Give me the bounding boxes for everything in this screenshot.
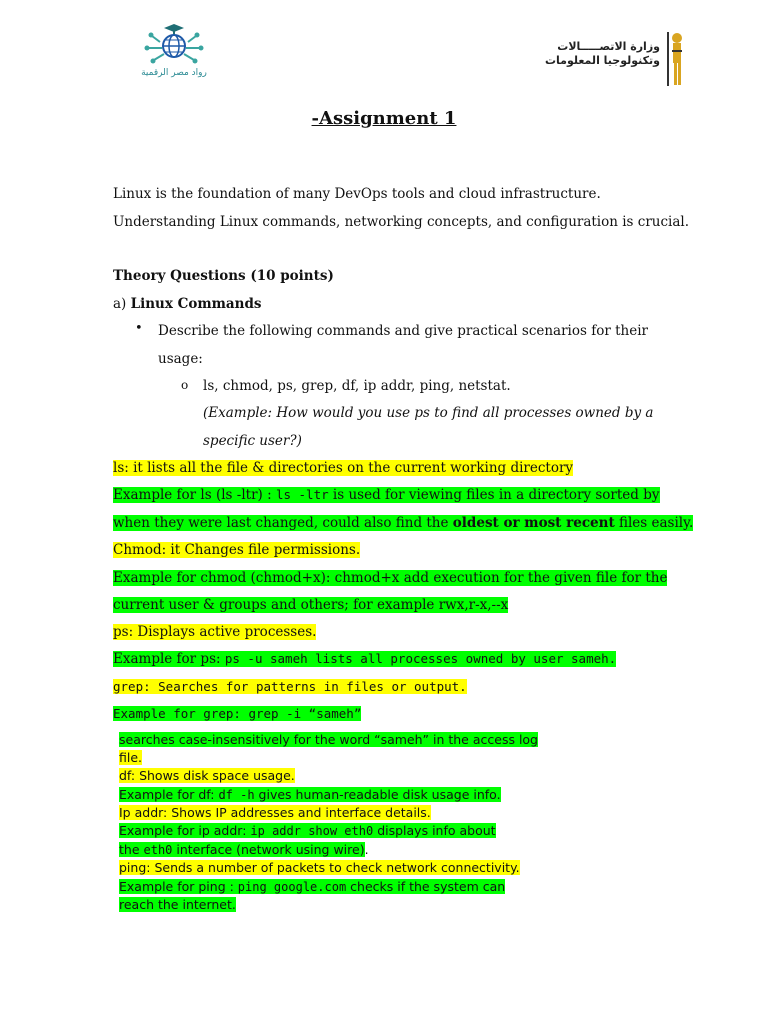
bullet-line-1: Describe the following commands and give practical scenarios for their (158, 323, 648, 339)
example-line-2: specific user?) (203, 433, 302, 449)
ipaddr-example-code: ip addr show eth0 (250, 824, 374, 838)
ls-example-code: ls -ltr (275, 487, 329, 502)
ls-example-a: Example for ls (ls -ltr) : (113, 487, 276, 503)
ps-example-code: ps -u sameh lists all processes owned by user sameh. (224, 651, 617, 666)
df-example-a: Example for df: (119, 787, 219, 802)
ministry-name-line2: وتكنولوجيا المعلومات (544, 54, 660, 67)
dense-line-6 (119, 822, 496, 840)
ping-example-a: Example for ping : (119, 879, 238, 894)
df-definition-text: df: Shows disk space usage. (119, 768, 295, 783)
chmod-example1-text: Example for chmod (chmod+x): chmod+x add execution for the given file for the (113, 570, 668, 586)
chmod-example-line-2 (113, 595, 508, 615)
ls-definition-text: ls: it lists all the file & directories on the current working directory (113, 460, 574, 476)
section-heading (113, 294, 262, 314)
ps-example-a: Example for ps: (113, 651, 225, 667)
digital-egypt-pioneers-logo (138, 22, 210, 84)
dense-line-3 (119, 767, 295, 785)
intro-line-2: Understanding Linux commands, networking concepts, and configuration is crucial. (113, 214, 690, 230)
dense-line-1 (119, 731, 538, 749)
ls-example-line-2 (113, 513, 693, 533)
ping-example-end: reach the internet. (119, 897, 236, 912)
ipaddr-example-b: displays info about (373, 823, 496, 838)
bullet-dot-icon: • (135, 321, 143, 336)
grep-example (113, 704, 361, 724)
dense-line-4 (119, 786, 501, 804)
ipaddr-example-a: Example for ip addr: (119, 823, 251, 838)
sub-bullet-text: ls, chmod, ps, grep, df, ip addr, ping, netstat. (203, 378, 511, 394)
bullet-line-2: usage: (158, 351, 203, 367)
circle-bullet-icon: o (181, 378, 189, 392)
ls-example2-b: files easily. (614, 515, 694, 531)
globe-logo-icon (138, 22, 210, 68)
intro-line-1: Linux is the foundation of many DevOps tools and cloud infrastructure. (113, 186, 601, 202)
chmod-definition (113, 540, 360, 560)
eth0-line-b: interface (network using wire) (172, 842, 365, 857)
dense-line-5 (119, 804, 431, 822)
example-line-1: (Example: How would you use ps to find all processes owned by a (203, 405, 654, 421)
section-prefix: a) (113, 296, 131, 312)
df-example-b: gives human-readable disk usage info. (254, 787, 501, 802)
ministry-name (545, 40, 660, 68)
ps-definition-text: ps: Displays active processes. (113, 624, 317, 640)
ls-example-line-1 (113, 485, 660, 505)
ps-example (113, 649, 616, 669)
chmod-definition-text: Chmod: it Changes file permissions. (113, 542, 361, 558)
df-example-code: df -h (218, 788, 255, 802)
chmod-example-line-1 (113, 568, 667, 588)
eth0-line-period: . (364, 842, 369, 857)
dense-line-8 (119, 859, 520, 877)
ipaddr-definition-text: Ip addr: Shows IP addresses and interface details. (119, 805, 431, 820)
theory-heading: Theory Questions (10 points) (113, 268, 334, 284)
dense-line-2 (119, 749, 142, 767)
ls-example2-a: when they were last changed, could also find the (113, 515, 453, 531)
dense-line-9 (119, 878, 505, 896)
dense-line-10 (119, 896, 236, 914)
grep-explain-text: searches case-insensitively for the word “sameh” in the access log (119, 732, 538, 747)
eth0-line-a: the (119, 842, 144, 857)
grep-explain-end: file. (119, 750, 143, 765)
chmod-example2-text: current user & groups and others; for example rwx,r-x,--x (113, 597, 509, 613)
grep-example-text: Example for grep: grep -i “sameh” (113, 706, 362, 721)
section-label: Linux Commands (130, 296, 262, 312)
pharaoh-figure-icon (664, 30, 686, 88)
ping-definition-text: ping: Sends a number of packets to check network connectivity. (119, 860, 520, 875)
ls-example2-bold: oldest or most recent (452, 515, 615, 531)
ministry-logo (544, 30, 690, 90)
ls-definition (113, 458, 573, 478)
ps-definition (113, 622, 316, 642)
ls-example-b: is used for viewing files in a directory sorted by (328, 487, 660, 503)
grep-definition-text: grep: Searches for patterns in files or output. (113, 679, 467, 694)
page-title: -Assignment 1 (311, 108, 457, 129)
grep-definition (113, 677, 467, 697)
eth0-line-code: eth0 (143, 843, 173, 857)
ping-example-b: checks if the system can (346, 879, 506, 894)
left-logo-caption: رواد مصر الرقمية (141, 68, 207, 78)
ping-example-code: ping google.com (237, 880, 347, 894)
ministry-name-line1: وزارة الاتصـــــالات (557, 40, 660, 53)
dense-line-7 (119, 841, 369, 859)
